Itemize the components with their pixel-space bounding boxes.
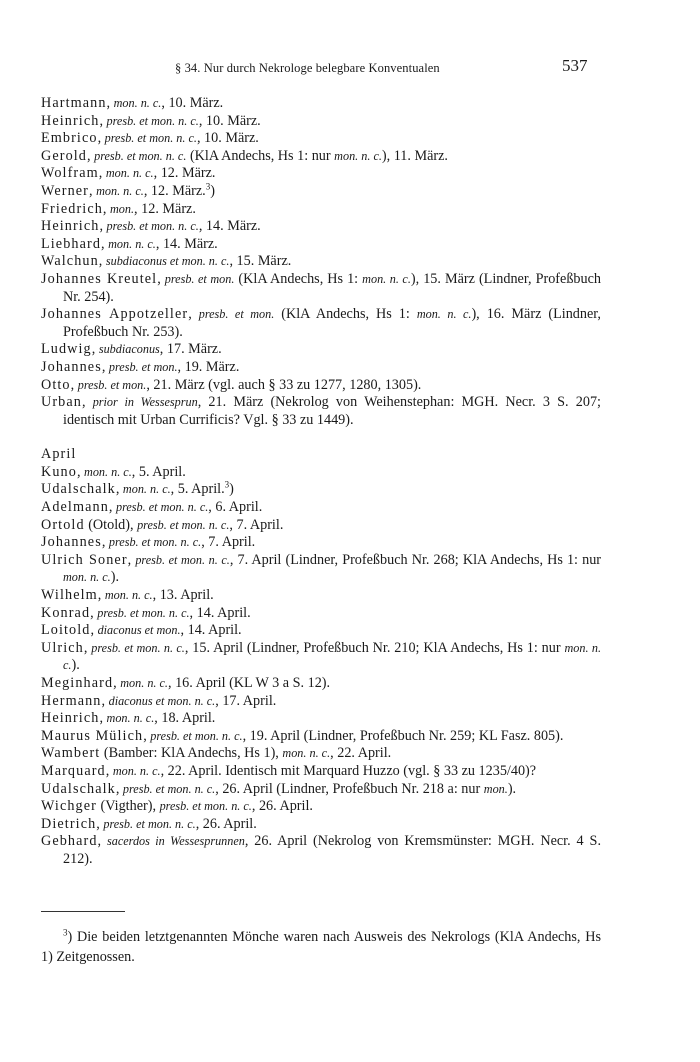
entry-title: mon. n. c. <box>112 763 161 778</box>
entry <box>41 341 601 359</box>
entry-text: , 14. März. <box>155 235 218 252</box>
entry <box>41 675 601 693</box>
entry-title: presb. et mon. <box>198 307 275 322</box>
entry-text: , <box>76 463 85 480</box>
entry-name: Maurus Mülich <box>41 727 144 744</box>
entry <box>41 464 601 482</box>
entry-text: ). <box>71 657 80 674</box>
entry-name: Ortold <box>41 516 85 533</box>
entry-text: , 12. März. <box>143 182 206 199</box>
entry-title: presb. et mon. n. c. <box>150 728 243 743</box>
entry-text: , <box>81 394 93 411</box>
entry-title: mon. n. c. <box>282 746 331 761</box>
entry-text: , <box>89 182 97 199</box>
entry-title: mon. n. c. <box>362 271 411 286</box>
entry-text: , 5. April. <box>131 463 186 480</box>
entry-text: , 14. April. <box>180 622 242 639</box>
entry-text: , 26. April. <box>251 798 313 815</box>
entry-text: , 26. April (Nekrolog von Kremsmünster: MGH. Necr. 4 S. 212). <box>63 833 601 867</box>
entry <box>41 218 601 236</box>
entry-title: presb. et mon. <box>77 377 147 392</box>
entry-text: , 10. März. <box>198 112 261 129</box>
entry-name: Wichger <box>41 798 97 815</box>
entry-title: mon. n. c. <box>105 166 154 181</box>
entry-text: , <box>98 165 106 182</box>
entry-text: ), 11. März. <box>381 147 448 164</box>
entry-text: (KlA Andechs, Hs 1: nur <box>186 147 335 164</box>
entry-text: , <box>90 622 98 639</box>
entry <box>41 130 601 148</box>
entry-title: mon. n. c. <box>84 464 132 479</box>
entry <box>41 710 601 728</box>
entry <box>41 359 601 377</box>
body-text <box>41 95 601 869</box>
entry-name: Johannes <box>41 358 102 375</box>
entry <box>41 728 601 746</box>
entry <box>41 781 601 799</box>
entry-text: , 12. März. <box>134 200 196 217</box>
entry-text: , <box>97 833 107 850</box>
entry-title: subdiaconus et mon. n. c. <box>105 254 230 269</box>
entry-title: mon. n. c. <box>113 96 162 110</box>
entry-name: Ludwig <box>41 341 92 358</box>
entry-name: Wambert <box>41 745 101 762</box>
entry-title: mon. n. c. <box>120 676 168 690</box>
entry-text: , <box>127 551 136 568</box>
entry-name: Hermann <box>41 692 102 709</box>
entry-name: Gerold <box>41 147 87 164</box>
entry <box>41 377 601 395</box>
entry-text: (KlA Andechs, Hs 1: <box>234 270 363 287</box>
entry-text: ), 16. März (Lindner, Profeßbuch Nr. 253). <box>63 306 601 340</box>
entry <box>41 201 601 219</box>
entry-text: , <box>115 481 123 498</box>
entry <box>41 183 601 201</box>
footnote <box>41 927 601 967</box>
entry-name: Gebhard <box>41 833 98 850</box>
footnote-text: Die beiden letztgenannten Mönche waren nach Ausweis des Nekrologs (KlA Andechs, Hs 1) Zeitgenossen. <box>41 929 601 965</box>
entry-text: , 17. April. <box>215 692 277 709</box>
entry-title: mon. <box>483 781 508 796</box>
entry-text: , 10. März. <box>196 130 259 147</box>
entry-title: diaconus et mon. n. c. <box>108 693 216 708</box>
entry-title: presb. et mon. n. c. <box>108 535 202 550</box>
entry-title: presb. et mon. n. c. <box>94 148 187 163</box>
entry <box>41 798 601 816</box>
entry <box>41 833 601 868</box>
entry <box>41 394 601 429</box>
entry-text: , <box>101 692 109 709</box>
march-entries <box>41 95 601 429</box>
entry-text: , <box>101 235 109 252</box>
entry-text: , <box>99 218 107 235</box>
entry-text: , <box>101 534 109 551</box>
entry <box>41 271 601 306</box>
entry-name: Walchun <box>41 253 99 270</box>
running-head-title: § 34. Nur durch Nekrologe belegbare Konventualen <box>175 61 440 75</box>
entry-text: , 14. März. <box>198 218 261 235</box>
entry <box>41 148 601 166</box>
entry <box>41 95 601 113</box>
entry-title: presb. et mon. n. c. <box>122 781 216 796</box>
entry-name: Udalschalk <box>41 481 116 498</box>
entry-title: prior in Wessesprun <box>92 395 198 410</box>
entry-title: presb. et mon. n. c. <box>104 131 197 146</box>
entry <box>41 499 601 517</box>
entry-name: Urban <box>41 394 82 411</box>
entry-name: Ulrich Soner <box>41 551 128 568</box>
entry-text: , 19. April (Lindner, Profeßbuch Nr. 259; KL Fasz. 805). <box>242 727 564 744</box>
entry-text: ), 15. März (Lindner, Profeßbuch Nr. 254). <box>63 270 602 305</box>
entry <box>41 534 601 552</box>
entry <box>41 745 601 763</box>
entry-name: Otto <box>41 376 71 393</box>
entry-text: , <box>113 675 121 691</box>
entry-text: , <box>143 727 151 744</box>
entry-title: mon. <box>110 201 135 216</box>
entry <box>41 622 601 640</box>
entry-title: presb. et mon. n. c. <box>159 799 252 814</box>
april-entries <box>41 464 601 869</box>
entry-text: , 22. April. <box>330 745 392 762</box>
entry-name: Kuno <box>41 463 77 480</box>
entry-title: mon. n. c. <box>96 183 144 198</box>
entry-title: mon. n. c. <box>108 236 156 251</box>
entry-text: , 14. April. <box>189 604 251 621</box>
entry <box>41 481 601 499</box>
entry-text: , 10. März. <box>161 95 224 111</box>
entry-title: presb. et mon. n. c. <box>106 113 199 128</box>
entry-text: , 19. März. <box>177 358 240 375</box>
entry-text: (Vigther), <box>96 798 160 815</box>
entry-name: Embrico <box>41 130 98 147</box>
entry-text: , 22. April. Identisch mit Marquard Huzzo (vgl. § 33 zu 1235/40)? <box>160 762 537 779</box>
entry <box>41 306 601 341</box>
entry-text: , <box>70 376 78 393</box>
entry-title: presb. et mon. n. c. <box>135 552 230 567</box>
entry-text: , <box>157 270 165 287</box>
entry <box>41 640 601 675</box>
footnote-ref: 3 <box>224 479 230 490</box>
entry-text: , 21. März (vgl. auch § 33 zu 1277, 1280, 1305). <box>146 376 422 393</box>
entry-name: Ulrich <box>41 639 84 656</box>
entry-name: Heinrich <box>41 112 100 129</box>
entry-text: , 7. April. <box>229 516 284 533</box>
entry-title: mon. n. c. <box>416 307 472 322</box>
entry-name: Heinrich <box>41 218 100 235</box>
entry <box>41 253 601 271</box>
entry-name: Wolfram <box>41 165 99 182</box>
footnote-rule <box>41 911 125 912</box>
entry-text: , <box>105 762 113 779</box>
entry-title: presb. et mon. n. c. <box>106 219 199 234</box>
entry <box>41 816 601 834</box>
entry-title: sacerdos in Wessesprunnen <box>107 834 245 849</box>
entry-title: mon. n. c. <box>106 711 155 726</box>
entry-name: Hartmann <box>41 95 107 111</box>
entry-text: , 18. April. <box>154 710 216 727</box>
entry-text: , 15. April (Lindner, Profeßbuch Nr. 210; KlA Andechs, Hs 1: nur <box>184 639 565 656</box>
entry-text: ). <box>507 780 517 797</box>
entry-title: presb. et mon. n. c. <box>103 816 196 831</box>
entry-name: Liebhard <box>41 235 102 252</box>
entry-text: , <box>99 112 107 129</box>
entry-text: , 17. März. <box>159 341 222 358</box>
section-heading-april: April <box>41 446 77 463</box>
entry-text: , <box>96 815 104 832</box>
entry-name: Udalschalk <box>41 780 116 797</box>
entry-text: ) <box>229 481 234 498</box>
footnote-marker: 3 <box>63 927 68 938</box>
entry-text: , <box>101 358 109 375</box>
entry-text: , <box>99 710 107 727</box>
entry-title: presb. et mon. n. c. <box>91 640 185 655</box>
entry-name: Heinrich <box>41 710 100 727</box>
entry-text: ) <box>210 182 215 199</box>
entry-title: presb. et mon. n. c. <box>116 500 209 515</box>
entry-text: , 5. April. <box>170 481 225 498</box>
entry-name: Friedrich <box>41 200 103 217</box>
entry <box>41 517 601 535</box>
entry-text: , <box>115 780 123 797</box>
entry-text: , <box>102 200 110 217</box>
entry <box>41 552 601 587</box>
entry-text: , <box>83 639 92 656</box>
entry-title: mon. n. c. <box>334 148 382 163</box>
entry <box>41 693 601 711</box>
entry-text: , <box>98 253 106 270</box>
entry-text: , 26. April (Lindner, Profeßbuch Nr. 218 a: nur <box>215 780 484 797</box>
entry-text: (KlA Andechs, Hs 1: <box>274 306 417 323</box>
entry-text: , <box>108 499 116 516</box>
entry <box>41 763 601 781</box>
entry-title: presb. et mon. <box>164 271 235 286</box>
footnote-paren: ) <box>67 929 73 945</box>
entry-text: , <box>90 604 98 621</box>
entry-text: (Bamber: KlA Andechs, Hs 1), <box>100 745 283 762</box>
entry-name: Loitold <box>41 622 91 639</box>
entry-name: Johannes <box>41 534 102 551</box>
entry-title: diaconus et mon. <box>97 623 181 638</box>
entry <box>41 236 601 254</box>
entry-name: Dietrich <box>41 815 97 832</box>
entry-name: Konrad <box>41 604 91 621</box>
entry-name: Wilhelm <box>41 587 98 604</box>
entry-title: mon. n. c. <box>63 640 601 673</box>
running-head <box>0 56 700 80</box>
entry-text: , 13. April. <box>152 587 214 604</box>
entry <box>41 113 601 131</box>
entry-title: presb. et mon. n. c. <box>137 517 230 532</box>
entry-text: , 7. April. <box>201 534 256 551</box>
entry-text: , <box>91 341 99 358</box>
entry-title: mon. n. c. <box>104 588 153 603</box>
entry-title: mon. n. c. <box>122 482 171 497</box>
entry-name: Johannes Appotzeller <box>41 306 189 323</box>
entry-title: mon. n. c. <box>63 570 111 585</box>
entry <box>41 165 601 183</box>
entry-text: , 15. März. <box>229 253 292 270</box>
entry <box>41 587 601 605</box>
entry-text: , <box>97 587 105 604</box>
entry-text: , 12. März. <box>153 165 216 182</box>
entry-text: , <box>87 147 95 164</box>
entry-text: , 7. April (Lindner, Profeßbuch Nr. 268; KlA Andechs, Hs 1: nur <box>229 551 602 568</box>
entry-title: subdiaconus <box>98 342 160 357</box>
entry-name: Marquard <box>41 762 106 779</box>
entry <box>41 605 601 623</box>
entry-name: Johannes Kreutel <box>41 270 158 287</box>
entry-title: presb. et mon. <box>108 359 178 374</box>
entry-title: presb. et mon. n. c. <box>97 605 190 620</box>
entry-text: , 21. März (Nekrolog von Weihenstephan: MGH. Necr. 3 S. 207; identisch mit Urban Currificis? Vgl. § 33 zu 1449). <box>63 394 601 428</box>
entry-text: , <box>188 306 199 323</box>
footnote-ref: 3 <box>205 181 211 192</box>
entry-text: , <box>106 95 114 111</box>
entry-text: , 26. April. <box>195 815 257 832</box>
entry-name: Werner <box>41 182 89 199</box>
entry-name: Meginhard <box>41 675 114 691</box>
page-number: 537 <box>562 56 588 75</box>
entry-text: ). <box>110 569 120 586</box>
entry-text: , 6. April. <box>208 499 263 516</box>
entry-text: , <box>97 130 105 147</box>
entry-name: Adelmann <box>41 499 109 516</box>
entry-text: , 16. April (KL W 3 a S. 12). <box>167 675 331 691</box>
entry-text: (Otold), <box>84 516 138 533</box>
